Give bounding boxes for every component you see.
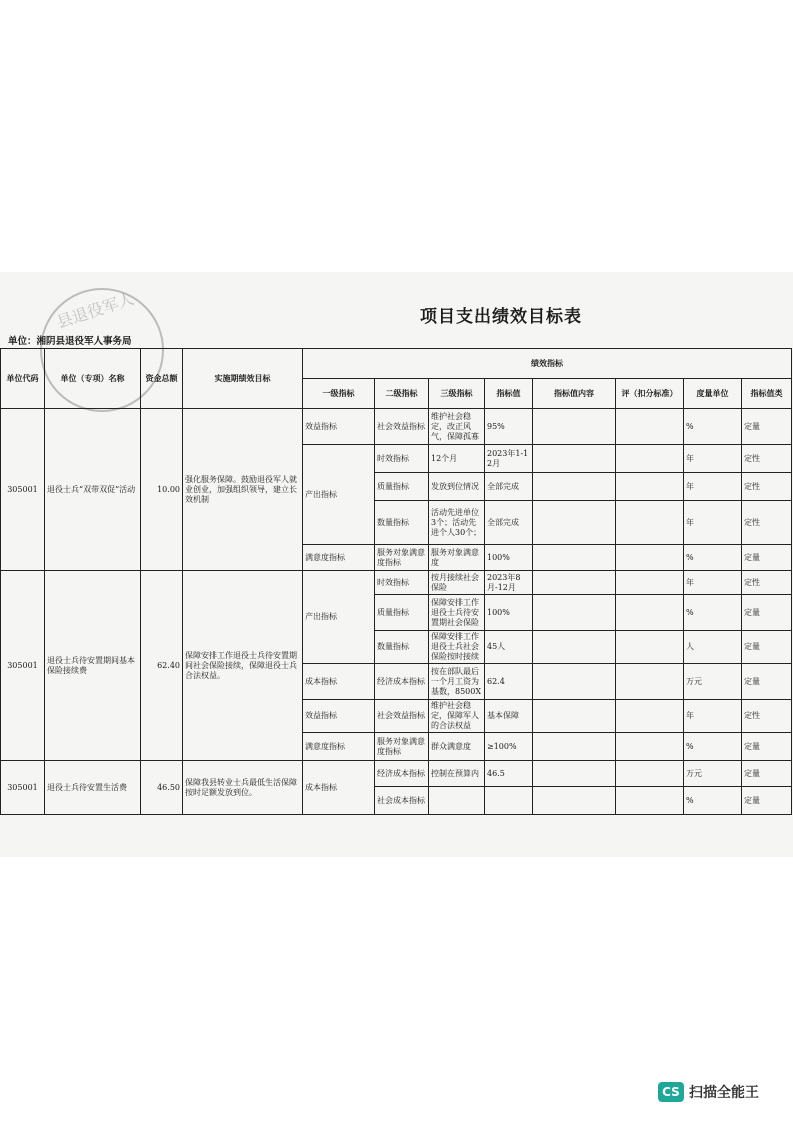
table-row — [1, 571, 792, 595]
level3-cell — [429, 501, 485, 545]
value-content-cell — [533, 664, 616, 700]
value-cell: 62.4 — [485, 664, 533, 700]
measure-unit-cell: 万元 — [684, 664, 742, 700]
level3-cell: 控制在预算内 — [429, 761, 485, 787]
table-row — [1, 761, 792, 787]
value-content-cell — [533, 445, 616, 473]
unit-code-cell: 305001 — [1, 409, 45, 571]
watermark-text: 扫描全能王 — [689, 1085, 759, 1101]
value-type-cell: 定量 — [742, 664, 792, 700]
level3-cell: 服务对象满意度 — [429, 545, 485, 571]
value-cell: ≥100% — [485, 733, 533, 761]
value-type-cell: 定性 — [742, 571, 792, 595]
value-cell: 95% — [485, 409, 533, 445]
level1-cell: 满意度指标 — [303, 545, 375, 571]
value-cell: 100% — [485, 595, 533, 631]
level2-cell: 数量指标 — [375, 501, 429, 545]
measure-unit-cell: % — [684, 595, 742, 631]
level2-cell: 时效指标 — [375, 445, 429, 473]
unit-line: 单位：湘阴县退役军人事务局 — [8, 336, 132, 347]
value-content-cell — [533, 571, 616, 595]
value-type-cell: 定量 — [742, 409, 792, 445]
page-title: 项目支出绩效目标表 — [420, 307, 582, 327]
value-content-cell — [533, 631, 616, 664]
value-content-cell — [533, 595, 616, 631]
measure-unit-cell: 年 — [684, 445, 742, 473]
score-cell — [616, 700, 684, 733]
value-type-cell: 定性 — [742, 473, 792, 501]
value-cell: 46.5 — [485, 761, 533, 787]
header-level2: 二级指标 — [375, 379, 429, 409]
measure-unit-cell: 万元 — [684, 761, 742, 787]
level1-cell: 产出指标 — [303, 445, 375, 545]
level2-cell: 服务对象满意度指标 — [375, 733, 429, 761]
score-cell — [616, 664, 684, 700]
level3-text: 活动先进单位3个；活动先进个人30个； — [431, 507, 482, 537]
header-value-content: 指标值内容 — [533, 379, 616, 409]
value-type-cell: 定量 — [742, 787, 792, 815]
value-cell: 2023年8月-12月 — [485, 571, 533, 595]
level2-cell: 数量指标 — [375, 631, 429, 664]
score-cell — [616, 501, 684, 545]
level3-cell: 群众满意度 — [429, 733, 485, 761]
value-type-cell: 定性 — [742, 700, 792, 733]
header-value: 指标值 — [485, 379, 533, 409]
unit-code-cell: 305001 — [1, 761, 45, 815]
score-cell — [616, 761, 684, 787]
level3-text: 维护社会稳定，保障军人的合法权益 — [431, 701, 479, 730]
value-cell: 45人 — [485, 631, 533, 664]
level1-cell: 成本指标 — [303, 664, 375, 700]
project-name-cell: 退役士兵“双带双促”活动 — [45, 409, 141, 571]
header-amount: 资金总额 — [141, 349, 183, 409]
level3-cell: 12个月 — [429, 445, 485, 473]
value-content-cell — [533, 545, 616, 571]
header-score: 评（扣分标准） — [616, 379, 684, 409]
level1-cell: 产出指标 — [303, 571, 375, 664]
camscanner-icon: CS — [658, 1082, 684, 1102]
measure-unit-cell: % — [684, 545, 742, 571]
header-project-name: 单位（专项）名称 — [45, 349, 141, 409]
unit-code-cell: 305001 — [1, 571, 45, 761]
level2-cell: 社会成本指标 — [375, 787, 429, 815]
level2-cell: 服务对象满意度指标 — [375, 545, 429, 571]
value-content-cell — [533, 787, 616, 815]
value-content-cell — [533, 409, 616, 445]
level3-cell — [429, 631, 485, 664]
level2-cell: 社会效益指标 — [375, 700, 429, 733]
value-content-cell — [533, 761, 616, 787]
value-type-cell: 定量 — [742, 761, 792, 787]
score-cell — [616, 595, 684, 631]
value-cell — [485, 787, 533, 815]
amount-cell: 10.00 — [141, 409, 183, 571]
value-content-cell — [533, 733, 616, 761]
level2-cell: 经济成本指标 — [375, 761, 429, 787]
score-cell — [616, 545, 684, 571]
value-cell: 全部完成 — [485, 473, 533, 501]
score-cell — [616, 571, 684, 595]
level3-text: 按在部队最后一个月工资为基数，8500X — [431, 666, 482, 696]
value-type-cell: 定性 — [742, 501, 792, 545]
value-cell: 基本保障 — [485, 700, 533, 733]
measure-unit-cell: 人 — [684, 631, 742, 664]
level2-cell: 质量指标 — [375, 595, 429, 631]
measure-unit-cell: 年 — [684, 501, 742, 545]
goal-cell: 强化服务保障。鼓励退役军人就业创业，加强组织领导，建立长效机制 — [183, 409, 303, 571]
value-cell: 全部完成 — [485, 501, 533, 545]
level3-cell — [429, 409, 485, 445]
value-type-cell: 定量 — [742, 733, 792, 761]
level3-cell: 按月接续社会保险 — [429, 571, 485, 595]
scanner-watermark — [658, 1082, 759, 1102]
level1-cell: 效益指标 — [303, 700, 375, 733]
level3-cell — [429, 595, 485, 631]
measure-unit-cell: 年 — [684, 700, 742, 733]
level3-cell — [429, 787, 485, 815]
value-content-cell — [533, 700, 616, 733]
level1-cell: 满意度指标 — [303, 733, 375, 761]
amount-cell: 46.50 — [141, 761, 183, 815]
value-cell: 2023年1-12月 — [485, 445, 533, 473]
header-unit-code: 单位代码 — [1, 349, 45, 409]
score-cell — [616, 409, 684, 445]
level2-cell: 社会效益指标 — [375, 409, 429, 445]
performance-table — [0, 348, 792, 815]
seal-text: 县退役军人 — [54, 289, 137, 332]
value-type-cell: 定量 — [742, 545, 792, 571]
score-cell — [616, 787, 684, 815]
header-goal: 实施期绩效目标 — [183, 349, 303, 409]
level1-cell: 效益指标 — [303, 409, 375, 445]
header-value-type: 指标值类 — [742, 379, 792, 409]
level2-cell: 经济成本指标 — [375, 664, 429, 700]
goal-cell: 保障安排工作退役士兵待安置期间社会保险接续，保障退役士兵合法权益。 — [183, 571, 303, 761]
value-content-cell — [533, 501, 616, 545]
level1-cell: 成本指标 — [303, 761, 375, 815]
level3-cell — [429, 700, 485, 733]
goal-cell: 保障我县转业士兵最低生活保障按时足额发放到位。 — [183, 761, 303, 815]
measure-unit-cell: % — [684, 409, 742, 445]
score-cell — [616, 473, 684, 501]
score-cell — [616, 445, 684, 473]
level2-cell: 时效指标 — [375, 571, 429, 595]
score-cell — [616, 631, 684, 664]
project-name-cell: 退役士兵待安置生活费 — [45, 761, 141, 815]
header-measure-unit: 度量单位 — [684, 379, 742, 409]
measure-unit-cell: 年 — [684, 473, 742, 501]
value-content-cell — [533, 473, 616, 501]
project-name-cell: 退役士兵待安置期间基本保险接续费 — [45, 571, 141, 761]
value-type-cell: 定量 — [742, 631, 792, 664]
amount-cell: 62.40 — [141, 571, 183, 761]
level3-cell — [429, 664, 485, 700]
level3-text: 维护社会稳定，改正风气，保障孤寡 — [431, 411, 479, 441]
score-cell — [616, 733, 684, 761]
level2-cell: 质量指标 — [375, 473, 429, 501]
value-type-cell: 定量 — [742, 595, 792, 631]
measure-unit-cell: % — [684, 733, 742, 761]
header-level3: 三级指标 — [429, 379, 485, 409]
level3-cell: 发放到位情况 — [429, 473, 485, 501]
measure-unit-cell: % — [684, 787, 742, 815]
level3-text: 保障安排工作退役士兵社会保险按时接续 — [431, 632, 479, 661]
header-level1: 一级指标 — [303, 379, 375, 409]
table-row — [1, 409, 792, 445]
value-type-cell: 定性 — [742, 445, 792, 473]
level3-text: 保障安排工作退役士兵待安置期社会保险 — [431, 597, 479, 627]
value-cell: 100% — [485, 545, 533, 571]
measure-unit-cell: 年 — [684, 571, 742, 595]
header-performance: 绩效指标 — [303, 349, 792, 379]
